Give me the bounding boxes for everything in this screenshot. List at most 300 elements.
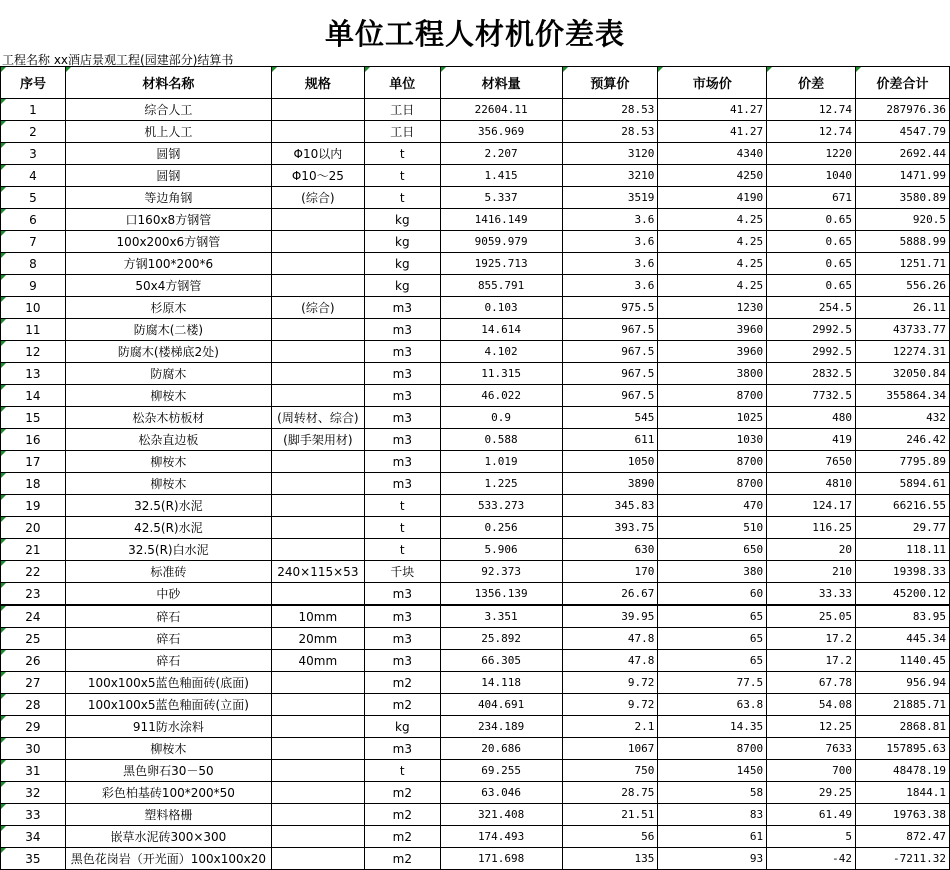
cell-diff-total[interactable]: 3580.89 — [856, 187, 950, 209]
cell-index[interactable]: 18 — [1, 473, 66, 495]
cell-budget-price[interactable]: 967.5 — [562, 341, 658, 363]
cell-material-name[interactable]: 防腐木(二楼) — [65, 319, 271, 341]
cell-price-diff[interactable]: 12.25 — [767, 716, 856, 738]
cell-material-name[interactable]: 柳桉木 — [65, 451, 271, 473]
cell-material-name[interactable]: 碎石 — [65, 628, 271, 650]
cell-unit[interactable]: kg — [364, 253, 440, 275]
cell-price-diff[interactable]: 0.65 — [767, 231, 856, 253]
cell-market-price[interactable]: 58 — [658, 782, 767, 804]
cell-budget-price[interactable]: 967.5 — [562, 363, 658, 385]
cell-market-price[interactable]: 4.25 — [658, 253, 767, 275]
cell-unit[interactable]: m3 — [364, 341, 440, 363]
cell-budget-price[interactable]: 28.75 — [562, 782, 658, 804]
cell-budget-price[interactable]: 47.8 — [562, 650, 658, 672]
cell-market-price[interactable]: 1025 — [658, 407, 767, 429]
cell-unit[interactable]: m2 — [364, 672, 440, 694]
header-index[interactable]: 序号 — [1, 67, 66, 99]
cell-budget-price[interactable]: 56 — [562, 826, 658, 848]
cell-index[interactable]: 23 — [1, 583, 66, 606]
cell-price-diff[interactable]: 54.08 — [767, 694, 856, 716]
cell-price-diff[interactable]: 419 — [767, 429, 856, 451]
cell-spec[interactable] — [271, 826, 364, 848]
header-market-price[interactable]: 市场价 — [658, 67, 767, 99]
cell-price-diff[interactable]: 124.17 — [767, 495, 856, 517]
cell-price-diff[interactable]: 61.49 — [767, 804, 856, 826]
cell-material-name[interactable]: 碎石 — [65, 605, 271, 628]
cell-material-name[interactable]: 中砂 — [65, 583, 271, 606]
cell-index[interactable]: 27 — [1, 672, 66, 694]
cell-quantity[interactable]: 174.493 — [440, 826, 562, 848]
cell-spec[interactable] — [271, 385, 364, 407]
cell-material-name[interactable]: 防腐木(楼梯底2处) — [65, 341, 271, 363]
cell-unit[interactable]: m2 — [364, 826, 440, 848]
cell-quantity[interactable]: 5.906 — [440, 539, 562, 561]
cell-index[interactable]: 13 — [1, 363, 66, 385]
cell-market-price[interactable]: 65 — [658, 605, 767, 628]
cell-budget-price[interactable]: 611 — [562, 429, 658, 451]
cell-quantity[interactable]: 2.207 — [440, 143, 562, 165]
cell-price-diff[interactable]: 5 — [767, 826, 856, 848]
cell-diff-total[interactable]: 432 — [856, 407, 950, 429]
cell-unit[interactable]: t — [364, 187, 440, 209]
cell-diff-total[interactable]: 2868.81 — [856, 716, 950, 738]
cell-material-name[interactable]: 综合人工 — [65, 99, 271, 121]
cell-index[interactable]: 15 — [1, 407, 66, 429]
cell-spec[interactable] — [271, 275, 364, 297]
cell-market-price[interactable]: 41.27 — [658, 99, 767, 121]
cell-diff-total[interactable]: 83.95 — [856, 605, 950, 628]
cell-diff-total[interactable]: 45200.12 — [856, 583, 950, 606]
cell-material-name[interactable]: 柳桉木 — [65, 473, 271, 495]
cell-price-diff[interactable]: 4810 — [767, 473, 856, 495]
cell-spec[interactable] — [271, 738, 364, 760]
cell-spec[interactable] — [271, 209, 364, 231]
cell-spec[interactable]: 20mm — [271, 628, 364, 650]
cell-price-diff[interactable]: 2992.5 — [767, 341, 856, 363]
cell-price-diff[interactable]: 480 — [767, 407, 856, 429]
cell-quantity[interactable]: 69.255 — [440, 760, 562, 782]
cell-quantity[interactable]: 0.256 — [440, 517, 562, 539]
cell-budget-price[interactable]: 3.6 — [562, 253, 658, 275]
cell-quantity[interactable]: 533.273 — [440, 495, 562, 517]
cell-unit[interactable]: t — [364, 760, 440, 782]
cell-price-diff[interactable]: 20 — [767, 539, 856, 561]
cell-index[interactable]: 5 — [1, 187, 66, 209]
cell-budget-price[interactable]: 1067 — [562, 738, 658, 760]
cell-material-name[interactable]: 嵌草水泥砖300×300 — [65, 826, 271, 848]
cell-unit[interactable]: kg — [364, 231, 440, 253]
cell-spec[interactable]: (周转材、综合) — [271, 407, 364, 429]
cell-diff-total[interactable]: 2692.44 — [856, 143, 950, 165]
cell-price-diff[interactable]: 0.65 — [767, 253, 856, 275]
cell-index[interactable]: 12 — [1, 341, 66, 363]
cell-unit[interactable]: m3 — [364, 407, 440, 429]
cell-unit[interactable]: 工日 — [364, 121, 440, 143]
cell-index[interactable]: 29 — [1, 716, 66, 738]
cell-unit[interactable]: t — [364, 143, 440, 165]
cell-market-price[interactable]: 60 — [658, 583, 767, 606]
cell-price-diff[interactable]: 7633 — [767, 738, 856, 760]
cell-material-name[interactable]: 100x100x5蓝色釉面砖(立面) — [65, 694, 271, 716]
cell-quantity[interactable]: 1356.139 — [440, 583, 562, 606]
cell-price-diff[interactable]: 1040 — [767, 165, 856, 187]
cell-price-diff[interactable]: 17.2 — [767, 650, 856, 672]
cell-unit[interactable]: m3 — [364, 429, 440, 451]
cell-spec[interactable] — [271, 341, 364, 363]
cell-diff-total[interactable]: 19763.38 — [856, 804, 950, 826]
cell-diff-total[interactable]: 5894.61 — [856, 473, 950, 495]
cell-index[interactable]: 6 — [1, 209, 66, 231]
cell-diff-total[interactable]: 157895.63 — [856, 738, 950, 760]
header-diff-total[interactable]: 价差合计 — [856, 67, 950, 99]
cell-index[interactable]: 4 — [1, 165, 66, 187]
cell-price-diff[interactable]: 210 — [767, 561, 856, 583]
cell-diff-total[interactable]: 1251.71 — [856, 253, 950, 275]
cell-diff-total[interactable]: 246.42 — [856, 429, 950, 451]
cell-spec[interactable] — [271, 99, 364, 121]
cell-market-price[interactable]: 4.25 — [658, 275, 767, 297]
cell-quantity[interactable]: 356.969 — [440, 121, 562, 143]
cell-market-price[interactable]: 77.5 — [658, 672, 767, 694]
cell-budget-price[interactable]: 3.6 — [562, 231, 658, 253]
cell-material-name[interactable]: 机上人工 — [65, 121, 271, 143]
cell-material-name[interactable]: 100x200x6方钢管 — [65, 231, 271, 253]
cell-market-price[interactable]: 1450 — [658, 760, 767, 782]
cell-quantity[interactable]: 0.103 — [440, 297, 562, 319]
cell-diff-total[interactable]: 29.77 — [856, 517, 950, 539]
cell-budget-price[interactable]: 1050 — [562, 451, 658, 473]
cell-spec[interactable]: Φ10～25 — [271, 165, 364, 187]
cell-index[interactable]: 1 — [1, 99, 66, 121]
header-budget-price[interactable]: 预算价 — [562, 67, 658, 99]
cell-material-name[interactable]: 黑色卵石30－50 — [65, 760, 271, 782]
cell-unit[interactable]: m3 — [364, 385, 440, 407]
cell-quantity[interactable]: 20.686 — [440, 738, 562, 760]
cell-material-name[interactable]: 50x4方钢管 — [65, 275, 271, 297]
cell-index[interactable]: 25 — [1, 628, 66, 650]
cell-market-price[interactable]: 3960 — [658, 341, 767, 363]
cell-quantity[interactable]: 321.408 — [440, 804, 562, 826]
cell-budget-price[interactable]: 3120 — [562, 143, 658, 165]
cell-diff-total[interactable]: 1471.99 — [856, 165, 950, 187]
cell-quantity[interactable]: 9059.979 — [440, 231, 562, 253]
cell-budget-price[interactable]: 9.72 — [562, 672, 658, 694]
cell-spec[interactable] — [271, 253, 364, 275]
cell-price-diff[interactable]: 116.25 — [767, 517, 856, 539]
cell-material-name[interactable]: 塑料格栅 — [65, 804, 271, 826]
cell-budget-price[interactable]: 21.51 — [562, 804, 658, 826]
cell-budget-price[interactable]: 135 — [562, 848, 658, 870]
cell-price-diff[interactable]: 29.25 — [767, 782, 856, 804]
cell-unit[interactable]: kg — [364, 275, 440, 297]
cell-diff-total[interactable]: 48478.19 — [856, 760, 950, 782]
cell-material-name[interactable]: 黑色花岗岩（开光面）100x100x20 — [65, 848, 271, 870]
cell-price-diff[interactable]: 0.65 — [767, 275, 856, 297]
cell-quantity[interactable]: 92.373 — [440, 561, 562, 583]
cell-quantity[interactable]: 0.9 — [440, 407, 562, 429]
cell-spec[interactable]: 10mm — [271, 605, 364, 628]
cell-index[interactable]: 19 — [1, 495, 66, 517]
cell-market-price[interactable]: 1030 — [658, 429, 767, 451]
cell-market-price[interactable]: 4190 — [658, 187, 767, 209]
cell-spec[interactable]: 240×115×53 — [271, 561, 364, 583]
cell-price-diff[interactable]: 0.65 — [767, 209, 856, 231]
cell-budget-price[interactable]: 28.53 — [562, 99, 658, 121]
cell-unit[interactable]: m2 — [364, 804, 440, 826]
cell-budget-price[interactable]: 3.6 — [562, 209, 658, 231]
cell-market-price[interactable]: 8700 — [658, 385, 767, 407]
cell-index[interactable]: 21 — [1, 539, 66, 561]
cell-market-price[interactable]: 380 — [658, 561, 767, 583]
cell-diff-total[interactable]: 4547.79 — [856, 121, 950, 143]
cell-price-diff[interactable]: 1220 — [767, 143, 856, 165]
cell-unit[interactable]: m3 — [364, 297, 440, 319]
cell-diff-total[interactable]: 32050.84 — [856, 363, 950, 385]
cell-material-name[interactable]: 松杂木枋板材 — [65, 407, 271, 429]
cell-market-price[interactable]: 14.35 — [658, 716, 767, 738]
cell-unit[interactable]: t — [364, 539, 440, 561]
cell-spec[interactable] — [271, 451, 364, 473]
cell-index[interactable]: 32 — [1, 782, 66, 804]
cell-index[interactable]: 20 — [1, 517, 66, 539]
cell-material-name[interactable]: 防腐木 — [65, 363, 271, 385]
cell-material-name[interactable]: 柳桉木 — [65, 738, 271, 760]
cell-spec[interactable] — [271, 495, 364, 517]
cell-material-name[interactable]: 柳桉木 — [65, 385, 271, 407]
cell-index[interactable]: 26 — [1, 650, 66, 672]
cell-quantity[interactable]: 234.189 — [440, 716, 562, 738]
cell-index[interactable]: 28 — [1, 694, 66, 716]
cell-price-diff[interactable]: 2992.5 — [767, 319, 856, 341]
cell-index[interactable]: 30 — [1, 738, 66, 760]
cell-spec[interactable] — [271, 517, 364, 539]
cell-market-price[interactable]: 61 — [658, 826, 767, 848]
cell-spec[interactable] — [271, 760, 364, 782]
cell-market-price[interactable]: 4.25 — [658, 231, 767, 253]
header-spec[interactable]: 规格 — [271, 67, 364, 99]
cell-market-price[interactable]: 3800 — [658, 363, 767, 385]
cell-unit[interactable]: m2 — [364, 782, 440, 804]
cell-budget-price[interactable]: 9.72 — [562, 694, 658, 716]
cell-material-name[interactable]: 圆钢 — [65, 165, 271, 187]
cell-material-name[interactable]: 32.5(R)白水泥 — [65, 539, 271, 561]
cell-quantity[interactable]: 46.022 — [440, 385, 562, 407]
header-material-name[interactable]: 材料名称 — [65, 67, 271, 99]
cell-index[interactable]: 33 — [1, 804, 66, 826]
header-quantity[interactable]: 材料量 — [440, 67, 562, 99]
cell-diff-total[interactable]: 43733.77 — [856, 319, 950, 341]
cell-diff-total[interactable]: 21885.71 — [856, 694, 950, 716]
cell-diff-total[interactable]: 1844.1 — [856, 782, 950, 804]
cell-unit[interactable]: 工日 — [364, 99, 440, 121]
cell-budget-price[interactable]: 545 — [562, 407, 658, 429]
cell-budget-price[interactable]: 47.8 — [562, 628, 658, 650]
cell-budget-price[interactable]: 750 — [562, 760, 658, 782]
cell-quantity[interactable]: 22604.11 — [440, 99, 562, 121]
cell-budget-price[interactable]: 28.53 — [562, 121, 658, 143]
cell-price-diff[interactable]: 33.33 — [767, 583, 856, 606]
cell-market-price[interactable]: 83 — [658, 804, 767, 826]
cell-market-price[interactable]: 510 — [658, 517, 767, 539]
cell-index[interactable]: 24 — [1, 605, 66, 628]
cell-price-diff[interactable]: 12.74 — [767, 121, 856, 143]
header-price-diff[interactable]: 价差 — [767, 67, 856, 99]
cell-budget-price[interactable]: 3210 — [562, 165, 658, 187]
cell-unit[interactable]: m3 — [364, 650, 440, 672]
cell-quantity[interactable]: 1925.713 — [440, 253, 562, 275]
cell-quantity[interactable]: 0.588 — [440, 429, 562, 451]
cell-unit[interactable]: m3 — [364, 473, 440, 495]
cell-budget-price[interactable]: 345.83 — [562, 495, 658, 517]
cell-index[interactable]: 7 — [1, 231, 66, 253]
cell-diff-total[interactable]: 355864.34 — [856, 385, 950, 407]
cell-market-price[interactable]: 65 — [658, 628, 767, 650]
cell-quantity[interactable]: 855.791 — [440, 275, 562, 297]
cell-spec[interactable] — [271, 363, 364, 385]
cell-unit[interactable]: m3 — [364, 363, 440, 385]
cell-market-price[interactable]: 4340 — [658, 143, 767, 165]
cell-spec[interactable]: (综合) — [271, 297, 364, 319]
cell-price-diff[interactable]: 25.05 — [767, 605, 856, 628]
cell-unit[interactable]: m2 — [364, 694, 440, 716]
cell-quantity[interactable]: 3.351 — [440, 605, 562, 628]
cell-quantity[interactable]: 404.691 — [440, 694, 562, 716]
cell-price-diff[interactable]: -42 — [767, 848, 856, 870]
cell-spec[interactable] — [271, 782, 364, 804]
cell-diff-total[interactable]: 872.47 — [856, 826, 950, 848]
cell-material-name[interactable]: 彩色柏基砖100*200*50 — [65, 782, 271, 804]
cell-market-price[interactable]: 3960 — [658, 319, 767, 341]
cell-market-price[interactable]: 470 — [658, 495, 767, 517]
cell-index[interactable]: 17 — [1, 451, 66, 473]
cell-price-diff[interactable]: 67.78 — [767, 672, 856, 694]
cell-material-name[interactable]: 碎石 — [65, 650, 271, 672]
cell-index[interactable]: 2 — [1, 121, 66, 143]
cell-quantity[interactable]: 63.046 — [440, 782, 562, 804]
cell-budget-price[interactable]: 170 — [562, 561, 658, 583]
cell-diff-total[interactable]: 118.11 — [856, 539, 950, 561]
cell-index[interactable]: 22 — [1, 561, 66, 583]
cell-material-name[interactable]: 杉原木 — [65, 297, 271, 319]
cell-material-name[interactable]: 100x100x5蓝色釉面砖(底面) — [65, 672, 271, 694]
cell-diff-total[interactable]: 920.5 — [856, 209, 950, 231]
cell-market-price[interactable]: 4250 — [658, 165, 767, 187]
cell-price-diff[interactable]: 700 — [767, 760, 856, 782]
cell-index[interactable]: 9 — [1, 275, 66, 297]
cell-index[interactable]: 34 — [1, 826, 66, 848]
cell-material-name[interactable]: 32.5(R)水泥 — [65, 495, 271, 517]
cell-index[interactable]: 16 — [1, 429, 66, 451]
cell-index[interactable]: 11 — [1, 319, 66, 341]
cell-diff-total[interactable]: 5888.99 — [856, 231, 950, 253]
cell-material-name[interactable]: 圆钢 — [65, 143, 271, 165]
cell-material-name[interactable]: 等边角钢 — [65, 187, 271, 209]
header-unit[interactable]: 单位 — [364, 67, 440, 99]
cell-market-price[interactable]: 63.8 — [658, 694, 767, 716]
cell-unit[interactable]: 千块 — [364, 561, 440, 583]
cell-budget-price[interactable]: 2.1 — [562, 716, 658, 738]
cell-index[interactable]: 3 — [1, 143, 66, 165]
cell-index[interactable]: 31 — [1, 760, 66, 782]
cell-budget-price[interactable]: 975.5 — [562, 297, 658, 319]
cell-market-price[interactable]: 65 — [658, 650, 767, 672]
cell-material-name[interactable]: 911防水涂料 — [65, 716, 271, 738]
cell-quantity[interactable]: 1.415 — [440, 165, 562, 187]
cell-market-price[interactable]: 4.25 — [658, 209, 767, 231]
cell-index[interactable]: 8 — [1, 253, 66, 275]
cell-material-name[interactable]: 标准砖 — [65, 561, 271, 583]
cell-diff-total[interactable]: 7795.89 — [856, 451, 950, 473]
cell-market-price[interactable]: 41.27 — [658, 121, 767, 143]
cell-quantity[interactable]: 171.698 — [440, 848, 562, 870]
cell-diff-total[interactable]: 287976.36 — [856, 99, 950, 121]
cell-unit[interactable]: m3 — [364, 738, 440, 760]
cell-quantity[interactable]: 14.118 — [440, 672, 562, 694]
cell-spec[interactable] — [271, 539, 364, 561]
cell-price-diff[interactable]: 7732.5 — [767, 385, 856, 407]
cell-unit[interactable]: kg — [364, 209, 440, 231]
cell-unit[interactable]: m2 — [364, 848, 440, 870]
cell-price-diff[interactable]: 254.5 — [767, 297, 856, 319]
cell-quantity[interactable]: 1.225 — [440, 473, 562, 495]
cell-unit[interactable]: kg — [364, 716, 440, 738]
cell-diff-total[interactable]: 1140.45 — [856, 650, 950, 672]
cell-index[interactable]: 35 — [1, 848, 66, 870]
cell-spec[interactable] — [271, 583, 364, 606]
cell-diff-total[interactable]: 19398.33 — [856, 561, 950, 583]
cell-spec[interactable]: (脚手架用材) — [271, 429, 364, 451]
cell-budget-price[interactable]: 3519 — [562, 187, 658, 209]
cell-material-name[interactable]: 42.5(R)水泥 — [65, 517, 271, 539]
cell-diff-total[interactable]: 445.34 — [856, 628, 950, 650]
cell-quantity[interactable]: 66.305 — [440, 650, 562, 672]
cell-spec[interactable] — [271, 319, 364, 341]
cell-material-name[interactable]: 口160x8方钢管 — [65, 209, 271, 231]
cell-quantity[interactable]: 1416.149 — [440, 209, 562, 231]
cell-diff-total[interactable]: 26.11 — [856, 297, 950, 319]
cell-price-diff[interactable]: 17.2 — [767, 628, 856, 650]
cell-spec[interactable] — [271, 231, 364, 253]
cell-price-diff[interactable]: 2832.5 — [767, 363, 856, 385]
cell-unit[interactable]: t — [364, 495, 440, 517]
cell-budget-price[interactable]: 630 — [562, 539, 658, 561]
cell-material-name[interactable]: 方钢100*200*6 — [65, 253, 271, 275]
cell-quantity[interactable]: 14.614 — [440, 319, 562, 341]
cell-material-name[interactable]: 松杂直边板 — [65, 429, 271, 451]
cell-budget-price[interactable]: 967.5 — [562, 385, 658, 407]
cell-spec[interactable] — [271, 716, 364, 738]
cell-market-price[interactable]: 1230 — [658, 297, 767, 319]
cell-quantity[interactable]: 25.892 — [440, 628, 562, 650]
cell-spec[interactable]: (综合) — [271, 187, 364, 209]
cell-unit[interactable]: m3 — [364, 583, 440, 606]
cell-spec[interactable]: Φ10以内 — [271, 143, 364, 165]
cell-price-diff[interactable]: 7650 — [767, 451, 856, 473]
cell-budget-price[interactable]: 393.75 — [562, 517, 658, 539]
cell-spec[interactable] — [271, 121, 364, 143]
cell-unit[interactable]: t — [364, 165, 440, 187]
cell-unit[interactable]: m3 — [364, 319, 440, 341]
cell-spec[interactable] — [271, 694, 364, 716]
cell-budget-price[interactable]: 967.5 — [562, 319, 658, 341]
cell-quantity[interactable]: 11.315 — [440, 363, 562, 385]
cell-spec[interactable] — [271, 804, 364, 826]
cell-quantity[interactable]: 4.102 — [440, 341, 562, 363]
cell-price-diff[interactable]: 12.74 — [767, 99, 856, 121]
cell-market-price[interactable]: 93 — [658, 848, 767, 870]
cell-quantity[interactable]: 1.019 — [440, 451, 562, 473]
cell-budget-price[interactable]: 26.67 — [562, 583, 658, 606]
